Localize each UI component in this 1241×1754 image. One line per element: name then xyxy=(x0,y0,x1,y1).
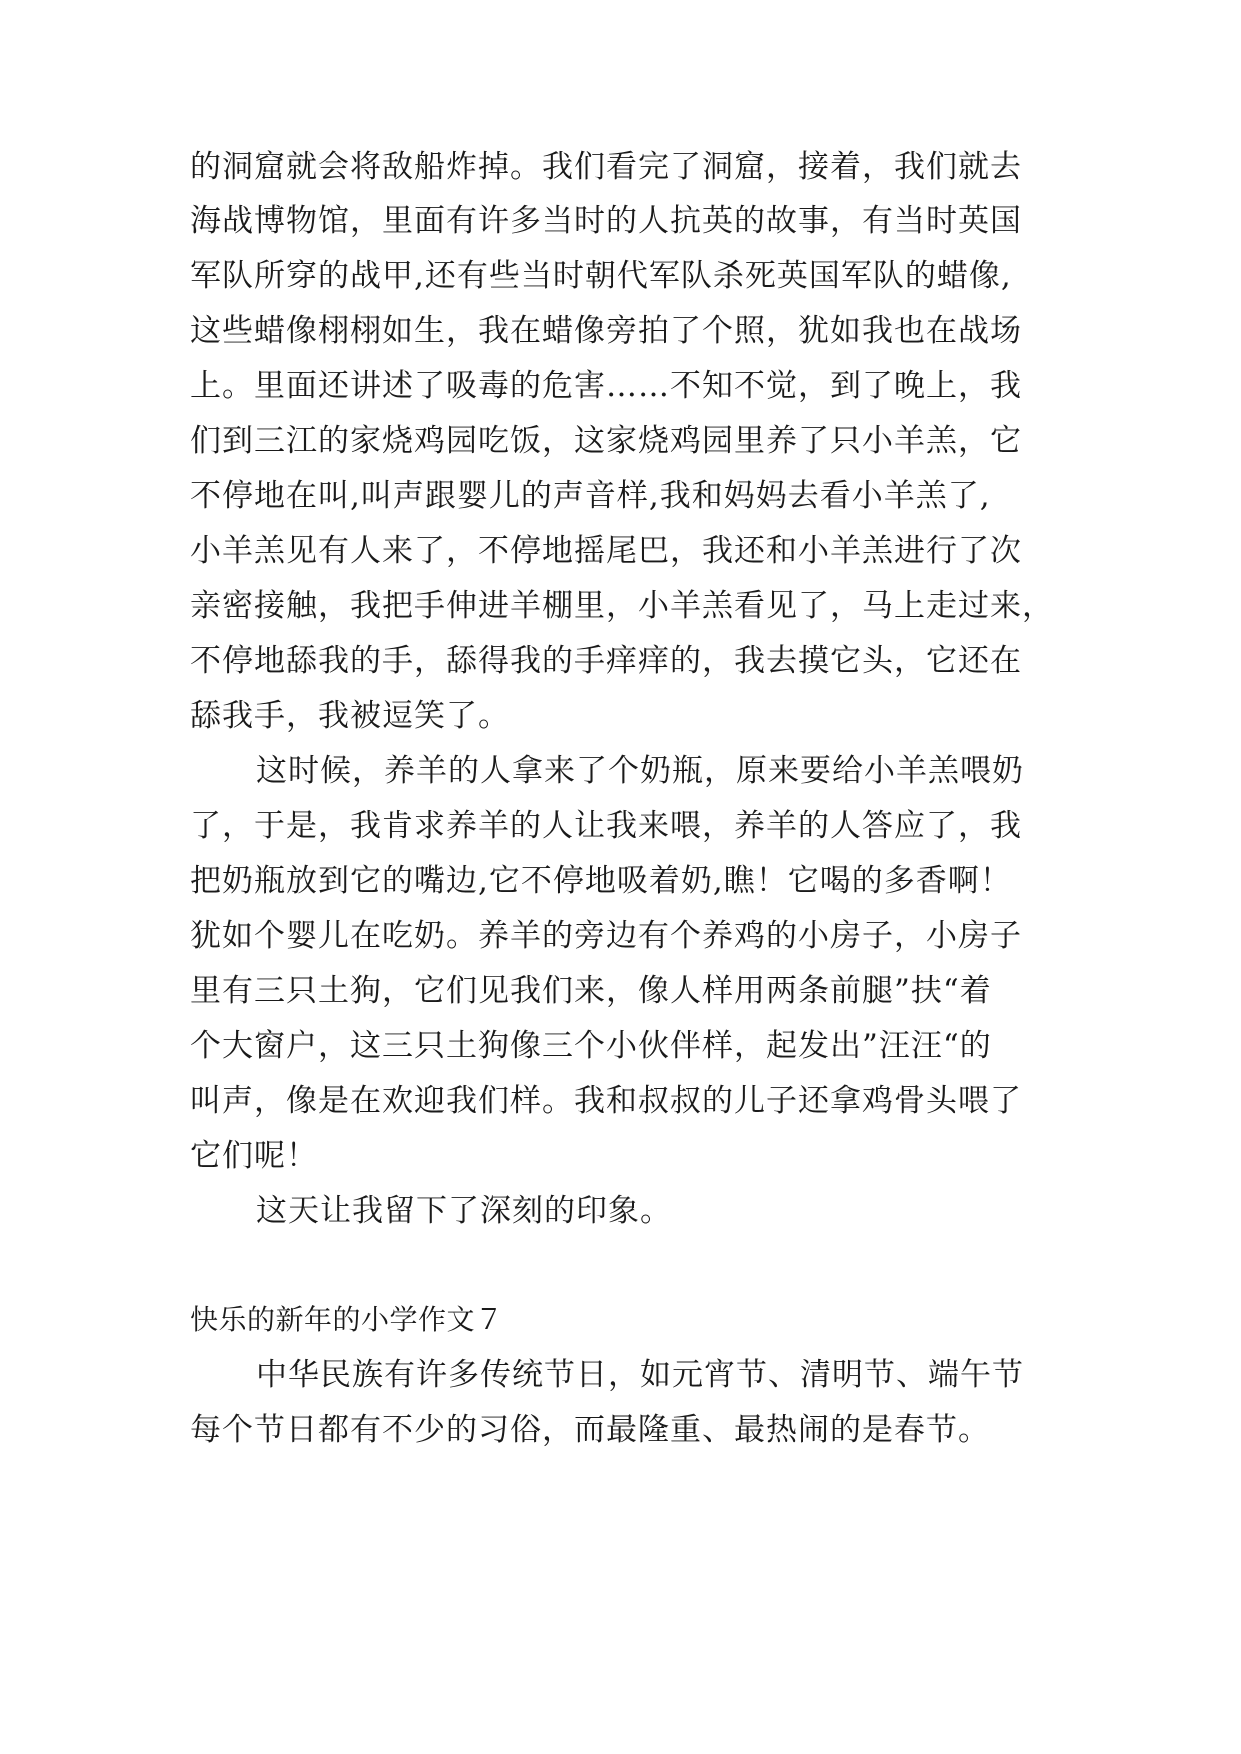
text-line: 这些蜡像栩栩如生，我在蜡像旁拍了个照，犹如我也在战场 xyxy=(190,313,1022,349)
text-line: 的洞窟就会将敌船炸掉。我们看完了洞窟，接着，我们就去 xyxy=(190,149,1022,185)
text-line: 个大窗户，这三只土狗像三个小伙伴样，起发出”汪汪“的 xyxy=(190,1028,992,1064)
text-line: 上。里面还讲述了吸毒的危害……不知不觉，到了晚上，我 xyxy=(190,368,1022,404)
text-line: 这时候，养羊的人拿来了个奶瓶，原来要给小羊羔喂奶 xyxy=(256,753,1024,789)
text-line: 不停地舔我的手，舔得我的手痒痒的，我去摸它头，它还在 xyxy=(190,643,1022,679)
text-line: 这天让我留下了深刻的印象。 xyxy=(256,1193,672,1229)
text-line: 舔我手，我被逗笑了。 xyxy=(190,698,510,734)
text-line: 它们呢！ xyxy=(190,1138,318,1174)
text-line: 每个节日都有不少的习俗，而最隆重、最热闹的是春节。 xyxy=(190,1412,990,1448)
text-line: 了，于是，我肯求养羊的人让我来喂，养羊的人答应了，我 xyxy=(190,808,1022,844)
text-line: 们到三江的家烧鸡园吃饭，这家烧鸡园里养了只小羊羔，它 xyxy=(190,423,1022,459)
text-line: 小羊羔见有人来了，不停地摇尾巴，我还和小羊羔进行了次 xyxy=(190,533,1022,569)
text-line: 里有三只土狗，它们见我们来，像人样用两条前腿”扶“着 xyxy=(190,973,992,1009)
text-line: 中华民族有许多传统节日，如元宵节、清明节、端午节 xyxy=(256,1357,1024,1393)
text-line: 把奶瓶放到它的嘴边,它不停地吸着奶,瞧！它喝的多香啊！ xyxy=(190,863,1012,899)
text-line: 海战博物馆，里面有许多当时的人抗英的故事，有当时英国 xyxy=(190,203,1022,239)
text-line: 不停地在叫,叫声跟婴儿的声音样,我和妈妈去看小羊羔了, xyxy=(190,478,991,514)
text-line: 亲密接触，我把手伸进羊棚里，小羊羔看见了，马上走过来， xyxy=(190,588,1054,624)
text-line: 叫声，像是在欢迎我们样。我和叔叔的儿子还拿鸡骨头喂了 xyxy=(190,1083,1022,1119)
text-line: 军队所穿的战甲,还有些当时朝代军队杀死英国军队的蜡像, xyxy=(190,258,1012,294)
section-title: 快乐的新年的小学作文７ xyxy=(190,1303,504,1336)
text-line: 犹如个婴儿在吃奶。养羊的旁边有个养鸡的小房子，小房子 xyxy=(190,918,1022,954)
